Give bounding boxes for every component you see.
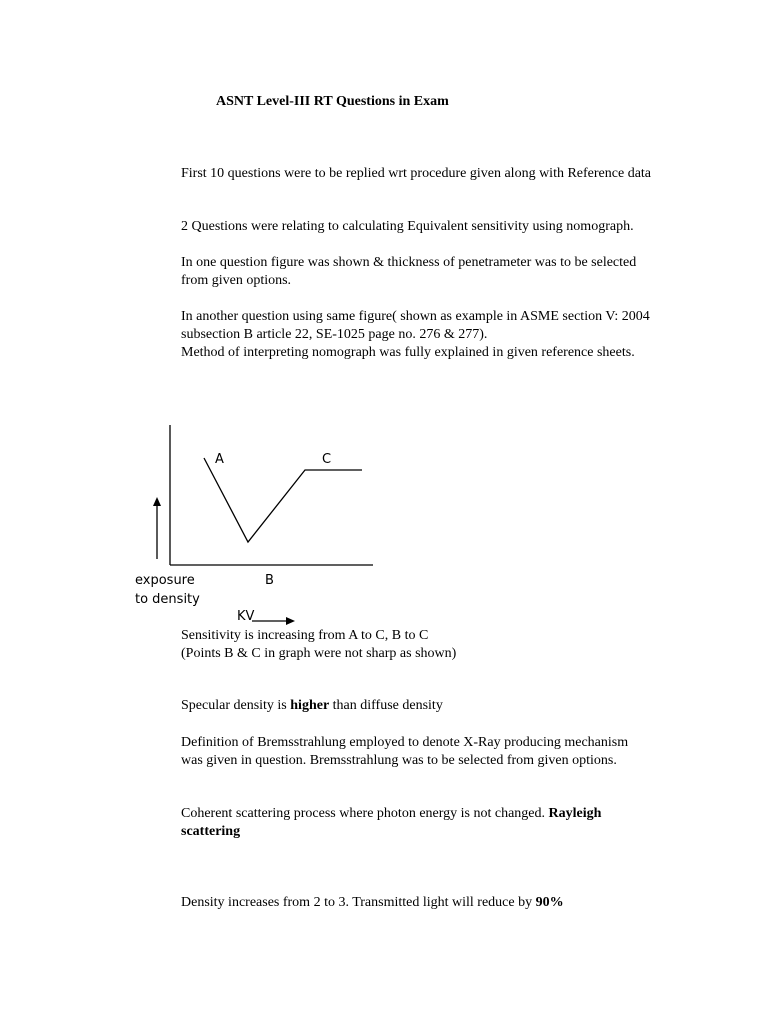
scattering-text-pre: Coherent scattering process where photon energy is not changed.	[181, 806, 549, 821]
up-arrow-head	[153, 497, 161, 506]
right-arrow-head	[286, 617, 295, 625]
y-axis-label-line2: to density	[135, 592, 200, 607]
specular-text-bold: higher	[290, 698, 330, 713]
point-a-label: A	[215, 452, 224, 467]
paragraph-bremsstrahlung: Definition of Bremsstrahlung employed to denote X-Ray producing mechanism was given in question. Bremsstrahlung was to be selected from given options.	[181, 735, 629, 768]
density-text-bold: 90%	[535, 895, 564, 910]
paragraph-reference-data: First 10 questions were to be replied wrt procedure given along with Reference data	[181, 166, 652, 181]
paragraph-specular-density	[181, 697, 651, 715]
scattering-text-bold: Rayleigh scattering	[181, 806, 602, 839]
paragraph-coherent-scattering	[181, 805, 651, 841]
paragraph-density-increase	[181, 894, 651, 912]
paragraph-asme-reference: In another question using same figure( shown as example in ASME section V: 2004 subsection B article 22, SE-1025 page no. 276 & 277).	[181, 309, 650, 342]
page-title: ASNT Level-III RT Questions in Exam	[216, 94, 449, 109]
paragraph-graph-note: (Points B & C in graph were not sharp as shown)	[181, 646, 457, 661]
point-b-label: B	[265, 573, 274, 588]
x-axis-label: KV	[237, 609, 255, 624]
density-text-pre: Density increases from 2 to 3. Transmitted light will reduce by	[181, 895, 536, 910]
y-axis-label-line1: exposure	[135, 573, 195, 588]
paragraph-penetrameter: In one question figure was shown & thickness of penetrameter was to be selected from given options.	[181, 255, 637, 288]
paragraph-nomograph: 2 Questions were relating to calculating Equivalent sensitivity using nomograph.	[181, 219, 634, 234]
specular-text-post: than diffuse density	[329, 698, 443, 713]
paragraph-interpreting-method: Method of interpreting nomograph was fully explained in given reference sheets.	[181, 345, 635, 360]
specular-text-pre: Specular density is	[181, 698, 291, 713]
point-c-label: C	[322, 452, 332, 467]
paragraph-sensitivity: Sensitivity is increasing from A to C, B to C	[181, 628, 429, 643]
sensitivity-curve	[204, 458, 362, 542]
